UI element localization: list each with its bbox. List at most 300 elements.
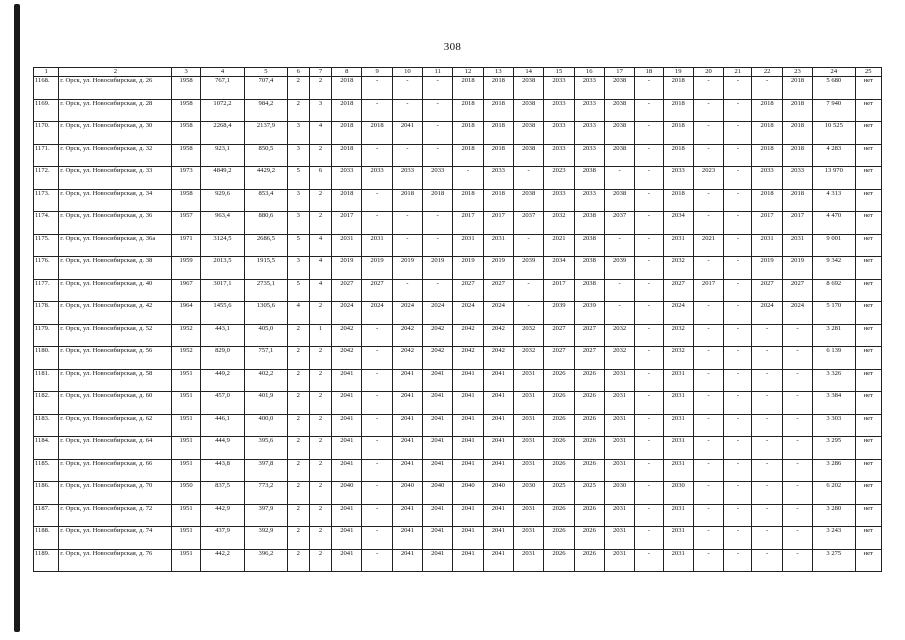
- table-cell: 3: [287, 122, 309, 145]
- table-cell: 2027: [362, 279, 392, 302]
- table-cell: 2041: [453, 369, 483, 392]
- table-cell: 2019: [483, 257, 513, 280]
- table-row: [34, 189, 882, 212]
- table-cell: -: [782, 369, 812, 392]
- table-cell: 2027: [544, 324, 574, 347]
- table-cell: нет: [855, 279, 881, 302]
- table-cell: 2032: [514, 324, 544, 347]
- column-header: 17: [604, 68, 634, 77]
- table-cell: 1072,2: [200, 99, 244, 122]
- table-cell: 767,1: [200, 77, 244, 100]
- table-cell: 2024: [332, 302, 362, 325]
- table-row: [34, 99, 882, 122]
- table-cell: 2031: [604, 369, 634, 392]
- table-cell: 2041: [483, 459, 513, 482]
- table-row: [34, 167, 882, 190]
- table-cell: 2031: [332, 234, 362, 257]
- table-cell: 2031: [663, 369, 693, 392]
- address-cell: г. Орск, ул. Новосибирская, д. 62: [59, 414, 172, 437]
- table-cell: 397,9: [245, 504, 287, 527]
- table-cell: 2041: [423, 504, 453, 527]
- table-cell: 2025: [574, 482, 604, 505]
- table-cell: 2021: [544, 234, 574, 257]
- table-cell: -: [635, 77, 663, 100]
- table-cell: 3 286: [813, 459, 855, 482]
- table-row: [34, 414, 882, 437]
- table-cell: 2040: [453, 482, 483, 505]
- table-cell: 2: [309, 212, 331, 235]
- address-cell: г. Орск, ул. Новосибирская, д. 34: [59, 189, 172, 212]
- table-cell: -: [635, 302, 663, 325]
- table-cell: 1967: [172, 279, 200, 302]
- column-header: 23: [782, 68, 812, 77]
- table-cell: 3: [287, 257, 309, 280]
- table-cell: -: [635, 167, 663, 190]
- table-cell: 2017: [782, 212, 812, 235]
- column-header: 10: [392, 68, 422, 77]
- table-cell: -: [693, 77, 723, 100]
- table-cell: -: [362, 392, 392, 415]
- column-header: 22: [752, 68, 782, 77]
- table-cell: 2041: [423, 527, 453, 550]
- table-cell: 2018: [332, 77, 362, 100]
- table-cell: -: [362, 437, 392, 460]
- table-cell: -: [362, 212, 392, 235]
- table-cell: 2018: [782, 144, 812, 167]
- table-cell: 2041: [392, 369, 422, 392]
- table-cell: 2041: [453, 459, 483, 482]
- table-cell: 2027: [663, 279, 693, 302]
- table-cell: 2018: [453, 99, 483, 122]
- table-cell: 707,4: [245, 77, 287, 100]
- table-cell: 2032: [604, 347, 634, 370]
- table-cell: -: [752, 459, 782, 482]
- table-cell: 2031: [604, 392, 634, 415]
- row-number-cell: 1175.: [34, 234, 59, 257]
- row-number-cell: 1182.: [34, 392, 59, 415]
- table-cell: -: [604, 234, 634, 257]
- table-cell: -: [635, 549, 663, 572]
- table-cell: 2027: [574, 324, 604, 347]
- table-cell: -: [693, 347, 723, 370]
- table-cell: 2031: [604, 527, 634, 550]
- address-cell: г. Орск, ул. Новосибирская, д. 72: [59, 504, 172, 527]
- table-cell: -: [362, 144, 392, 167]
- table-cell: 1: [309, 324, 331, 347]
- table-cell: 3 275: [813, 549, 855, 572]
- table-cell: -: [782, 392, 812, 415]
- table-cell: 2032: [514, 347, 544, 370]
- column-header: 7: [309, 68, 331, 77]
- table-cell: -: [635, 144, 663, 167]
- table-cell: 2013,5: [200, 257, 244, 280]
- row-number-cell: 1169.: [34, 99, 59, 122]
- table-row: [34, 144, 882, 167]
- table-cell: -: [724, 527, 752, 550]
- table-cell: 2: [287, 459, 309, 482]
- table-cell: 2024: [423, 302, 453, 325]
- table-cell: нет: [855, 189, 881, 212]
- table-cell: 5: [287, 234, 309, 257]
- table-cell: 2041: [423, 414, 453, 437]
- table-cell: 2041: [332, 369, 362, 392]
- table-cell: 2041: [483, 504, 513, 527]
- table-cell: 3124,5: [200, 234, 244, 257]
- table-cell: -: [392, 99, 422, 122]
- table-cell: 2040: [392, 482, 422, 505]
- table-cell: 2038: [574, 167, 604, 190]
- table-cell: -: [724, 99, 752, 122]
- table-cell: 4849,2: [200, 167, 244, 190]
- table-cell: 2024: [782, 302, 812, 325]
- row-number-cell: 1183.: [34, 414, 59, 437]
- table-cell: 2: [287, 504, 309, 527]
- table-cell: 3 326: [813, 369, 855, 392]
- table-cell: 2038: [604, 189, 634, 212]
- table-cell: 2033: [574, 189, 604, 212]
- table-cell: 400,0: [245, 414, 287, 437]
- table-cell: 2: [287, 414, 309, 437]
- table-cell: 4: [309, 257, 331, 280]
- table-cell: 2031: [362, 234, 392, 257]
- table-cell: -: [693, 392, 723, 415]
- table-cell: 4: [309, 279, 331, 302]
- table-cell: 2019: [332, 257, 362, 280]
- table-cell: нет: [855, 234, 881, 257]
- row-number-cell: 1172.: [34, 167, 59, 190]
- table-cell: 2041: [392, 122, 422, 145]
- table-cell: 2026: [544, 504, 574, 527]
- table-cell: 4429,2: [245, 167, 287, 190]
- table-cell: 2735,1: [245, 279, 287, 302]
- table-cell: 2042: [332, 347, 362, 370]
- table-cell: 2031: [663, 459, 693, 482]
- table-cell: 2041: [423, 459, 453, 482]
- table-cell: 2018: [483, 99, 513, 122]
- table-cell: 2026: [544, 527, 574, 550]
- table-cell: 3 280: [813, 504, 855, 527]
- table-cell: 2042: [392, 324, 422, 347]
- table-cell: 397,8: [245, 459, 287, 482]
- address-cell: г. Орск, ул. Новосибирская, д. 64: [59, 437, 172, 460]
- address-cell: г. Орск, ул. Новосибирская, д. 66: [59, 459, 172, 482]
- table-cell: 2019: [782, 257, 812, 280]
- table-cell: -: [423, 144, 453, 167]
- table-cell: 2033: [362, 167, 392, 190]
- table-cell: 1958: [172, 99, 200, 122]
- table-cell: 963,4: [200, 212, 244, 235]
- table-cell: 2041: [483, 549, 513, 572]
- column-header: 2: [59, 68, 172, 77]
- table-cell: 2017: [453, 212, 483, 235]
- table-cell: 2: [309, 347, 331, 370]
- table-cell: 1957: [172, 212, 200, 235]
- table-cell: -: [635, 414, 663, 437]
- table-cell: 3017,1: [200, 279, 244, 302]
- table-cell: 443,1: [200, 324, 244, 347]
- table-cell: -: [362, 324, 392, 347]
- table-cell: 2: [287, 392, 309, 415]
- address-cell: г. Орск, ул. Новосибирская, д. 26: [59, 77, 172, 100]
- table-cell: нет: [855, 459, 881, 482]
- table-cell: 2018: [782, 189, 812, 212]
- table-cell: -: [724, 437, 752, 460]
- table-cell: 2038: [604, 99, 634, 122]
- row-number-cell: 1188.: [34, 527, 59, 550]
- table-cell: 2031: [514, 459, 544, 482]
- table-cell: -: [752, 527, 782, 550]
- table-cell: -: [752, 414, 782, 437]
- table-cell: -: [423, 279, 453, 302]
- table-cell: 2027: [752, 279, 782, 302]
- table-cell: 2018: [483, 144, 513, 167]
- table-cell: 2018: [782, 99, 812, 122]
- table-cell: -: [693, 414, 723, 437]
- table-cell: нет: [855, 392, 881, 415]
- table-cell: 2042: [453, 324, 483, 347]
- table-cell: 2: [309, 482, 331, 505]
- table-cell: 2018: [782, 122, 812, 145]
- table-cell: -: [635, 459, 663, 482]
- table-cell: 2: [309, 189, 331, 212]
- table-cell: 10 525: [813, 122, 855, 145]
- table-cell: 2041: [423, 437, 453, 460]
- table-cell: 2024: [663, 302, 693, 325]
- table-cell: -: [604, 302, 634, 325]
- table-cell: 2023: [544, 167, 574, 190]
- table-cell: 2026: [544, 549, 574, 572]
- table-cell: -: [693, 324, 723, 347]
- table-cell: 3 384: [813, 392, 855, 415]
- table-cell: -: [693, 122, 723, 145]
- table-cell: -: [362, 504, 392, 527]
- table-cell: 2031: [453, 234, 483, 257]
- table-cell: 4: [287, 302, 309, 325]
- table-cell: -: [782, 504, 812, 527]
- table-cell: 443,8: [200, 459, 244, 482]
- table-cell: -: [693, 144, 723, 167]
- table-cell: 2031: [483, 234, 513, 257]
- column-header: 9: [362, 68, 392, 77]
- table-cell: 1958: [172, 122, 200, 145]
- table-cell: 2: [309, 144, 331, 167]
- address-cell: г. Орск, ул. Новосибирская, д. 32: [59, 144, 172, 167]
- table-cell: -: [724, 77, 752, 100]
- table-cell: 1951: [172, 369, 200, 392]
- table-cell: нет: [855, 302, 881, 325]
- table-cell: -: [392, 212, 422, 235]
- table-cell: 2025: [544, 482, 574, 505]
- table-cell: 2041: [453, 414, 483, 437]
- row-number-cell: 1185.: [34, 459, 59, 482]
- table-cell: 2017: [544, 279, 574, 302]
- table-cell: -: [362, 527, 392, 550]
- address-cell: г. Орск, ул. Новосибирская, д. 30: [59, 122, 172, 145]
- table-cell: -: [752, 347, 782, 370]
- table-cell: 984,2: [245, 99, 287, 122]
- table-cell: 2023: [693, 167, 723, 190]
- table-cell: 2: [309, 369, 331, 392]
- table-cell: 2041: [392, 527, 422, 550]
- column-header: 12: [453, 68, 483, 77]
- table-cell: 2018: [332, 189, 362, 212]
- table-cell: 880,6: [245, 212, 287, 235]
- address-cell: г. Орск, ул. Новосибирская, д. 38: [59, 257, 172, 280]
- table-cell: 2038: [574, 279, 604, 302]
- table-cell: -: [362, 482, 392, 505]
- row-number-cell: 1179.: [34, 324, 59, 347]
- table-cell: -: [782, 527, 812, 550]
- table-cell: -: [693, 527, 723, 550]
- table-cell: 2: [287, 549, 309, 572]
- table-cell: 2026: [544, 437, 574, 460]
- table-cell: 2018: [752, 144, 782, 167]
- table-cell: 2019: [423, 257, 453, 280]
- column-header: 3: [172, 68, 200, 77]
- table-cell: -: [362, 77, 392, 100]
- table-cell: 2033: [782, 167, 812, 190]
- table-cell: 2031: [663, 437, 693, 460]
- table-cell: 2: [287, 347, 309, 370]
- table-cell: 2039: [514, 257, 544, 280]
- table-cell: 2026: [574, 437, 604, 460]
- table-cell: 2038: [574, 234, 604, 257]
- table-cell: -: [423, 234, 453, 257]
- table-cell: 2038: [514, 122, 544, 145]
- table-cell: 2031: [782, 234, 812, 257]
- table-cell: 2027: [544, 347, 574, 370]
- table-cell: 2033: [423, 167, 453, 190]
- table-cell: 2019: [392, 257, 422, 280]
- table-cell: -: [724, 302, 752, 325]
- table-cell: 1952: [172, 324, 200, 347]
- table-cell: 1951: [172, 437, 200, 460]
- table-cell: 2033: [392, 167, 422, 190]
- page-number: 308: [443, 41, 462, 53]
- table-cell: 5 170: [813, 302, 855, 325]
- table-cell: 2018: [362, 122, 392, 145]
- table-cell: 1973: [172, 167, 200, 190]
- column-header: 13: [483, 68, 513, 77]
- table-cell: 2: [287, 324, 309, 347]
- table-cell: 2041: [332, 549, 362, 572]
- address-cell: г. Орск, ул. Новосибирская, д. 33: [59, 167, 172, 190]
- table-cell: -: [752, 324, 782, 347]
- table-cell: 2031: [514, 527, 544, 550]
- table-cell: нет: [855, 369, 881, 392]
- table-cell: 2031: [514, 549, 544, 572]
- table-cell: 850,5: [245, 144, 287, 167]
- table-cell: 2018: [663, 122, 693, 145]
- table-cell: нет: [855, 414, 881, 437]
- table-cell: 2018: [453, 122, 483, 145]
- table-cell: 2041: [453, 392, 483, 415]
- table-cell: 4 470: [813, 212, 855, 235]
- table-cell: 2030: [663, 482, 693, 505]
- address-cell: г. Орск, ул. Новосибирская, д. 40: [59, 279, 172, 302]
- table-body: [34, 77, 882, 572]
- table-cell: 2038: [604, 122, 634, 145]
- table-cell: 2: [287, 482, 309, 505]
- table-cell: 2019: [752, 257, 782, 280]
- table-cell: -: [423, 99, 453, 122]
- table-cell: 2033: [332, 167, 362, 190]
- table-cell: 6 139: [813, 347, 855, 370]
- table-row: [34, 212, 882, 235]
- table-cell: 2: [287, 77, 309, 100]
- table-cell: 2033: [544, 189, 574, 212]
- table-cell: -: [362, 414, 392, 437]
- table-cell: -: [423, 122, 453, 145]
- address-cell: г. Орск, ул. Новосибирская, д. 74: [59, 527, 172, 550]
- table-cell: 2037: [514, 212, 544, 235]
- table-cell: нет: [855, 144, 881, 167]
- table-cell: 2039: [574, 302, 604, 325]
- table-cell: 2024: [362, 302, 392, 325]
- table-row: [34, 279, 882, 302]
- table-cell: 2041: [483, 392, 513, 415]
- table-cell: 2268,4: [200, 122, 244, 145]
- table-cell: 1958: [172, 77, 200, 100]
- table-cell: 396,2: [245, 549, 287, 572]
- table-cell: -: [693, 99, 723, 122]
- table-cell: 2: [309, 504, 331, 527]
- table-row: [34, 459, 882, 482]
- table-cell: 2037: [604, 212, 634, 235]
- table-cell: -: [635, 392, 663, 415]
- table-cell: 2038: [574, 212, 604, 235]
- table-cell: 2027: [782, 279, 812, 302]
- table-cell: 2041: [453, 437, 483, 460]
- table-cell: 2038: [514, 77, 544, 100]
- table-cell: 2017: [693, 279, 723, 302]
- table-cell: -: [635, 527, 663, 550]
- table-cell: 2041: [483, 527, 513, 550]
- column-header: 25: [855, 68, 881, 77]
- table-cell: 2026: [544, 414, 574, 437]
- table-cell: 1951: [172, 392, 200, 415]
- table-cell: -: [782, 437, 812, 460]
- table-cell: -: [635, 347, 663, 370]
- row-number-cell: 1187.: [34, 504, 59, 527]
- table-cell: -: [724, 279, 752, 302]
- row-number-cell: 1181.: [34, 369, 59, 392]
- table-cell: 2018: [483, 189, 513, 212]
- table-cell: 2: [287, 369, 309, 392]
- table-cell: 2033: [544, 77, 574, 100]
- table-cell: -: [635, 234, 663, 257]
- table-cell: 2041: [423, 392, 453, 415]
- column-header: 18: [635, 68, 663, 77]
- table-row: [34, 369, 882, 392]
- table-cell: 1951: [172, 414, 200, 437]
- column-header: 4: [200, 68, 244, 77]
- table-row: [34, 482, 882, 505]
- table-cell: -: [752, 482, 782, 505]
- table-cell: 2042: [483, 324, 513, 347]
- column-header: 8: [332, 68, 362, 77]
- table-cell: 2137,9: [245, 122, 287, 145]
- address-cell: г. Орск, ул. Новосибирская, д. 76: [59, 549, 172, 572]
- table-cell: -: [752, 504, 782, 527]
- table-cell: 2: [287, 99, 309, 122]
- table-cell: 1915,5: [245, 257, 287, 280]
- table-cell: нет: [855, 122, 881, 145]
- table-cell: 2031: [514, 437, 544, 460]
- table-cell: 401,9: [245, 392, 287, 415]
- address-cell: г. Орск, ул. Новосибирская, д. 42: [59, 302, 172, 325]
- row-number-cell: 1173.: [34, 189, 59, 212]
